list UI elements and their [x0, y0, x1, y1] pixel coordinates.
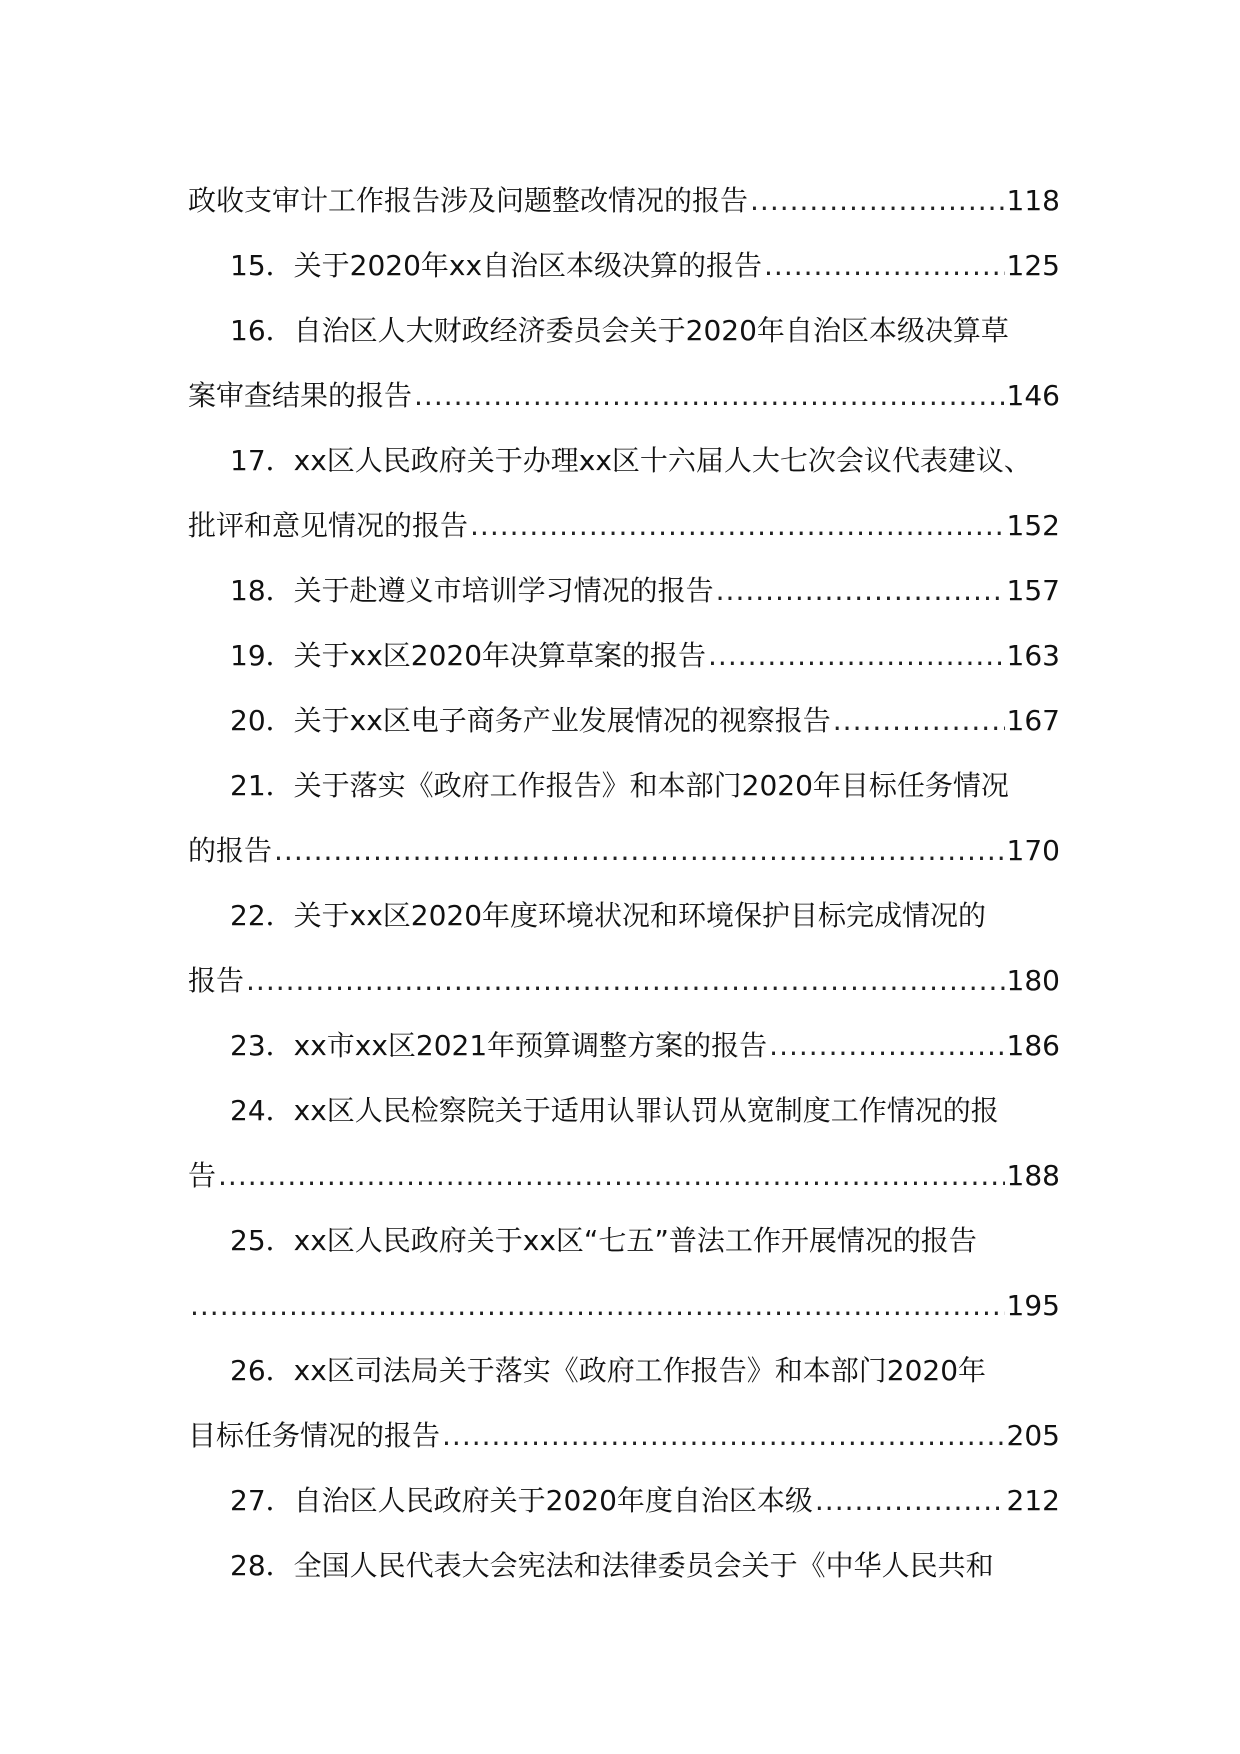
toc-entry-title-cont: 案审查结果的报告: [188, 379, 413, 412]
toc-entry-title: 17．xx区人民政府关于办理xx区十六届人大七次会议代表建议、: [230, 444, 1032, 477]
toc-entry-title-cont: 报告: [188, 964, 245, 997]
toc-entry[interactable]: [188, 168, 1060, 233]
toc-entry[interactable]: [188, 1468, 1060, 1533]
dot-leader: [246, 948, 1005, 1013]
toc-page-number: 188: [1006, 1159, 1060, 1192]
toc-entry-title-cont: 的报告: [188, 834, 273, 867]
toc-entry-title: 18．关于赴遵义市培训学习情况的报告: [230, 574, 714, 607]
toc-entry-continuation[interactable]: [188, 1403, 1060, 1468]
dot-leader: [470, 493, 1005, 558]
toc-page-number: 205: [1006, 1419, 1060, 1452]
toc-entry[interactable]: [188, 623, 1060, 688]
toc-entry-title: 20．关于xx区电子商务产业发展情况的视察报告: [230, 704, 831, 737]
dot-leader: [414, 363, 1005, 428]
toc-page-number: 180: [1006, 964, 1060, 997]
dot-leader: [750, 168, 1005, 233]
toc-entry[interactable]: [188, 1533, 1060, 1598]
toc-entry-continuation[interactable]: [188, 818, 1060, 883]
toc-page-number: 157: [1006, 574, 1060, 607]
toc-entry[interactable]: [188, 298, 1060, 363]
toc-entry[interactable]: [188, 1078, 1060, 1143]
toc-page-number: 146: [1006, 379, 1060, 412]
toc-entry[interactable]: [188, 753, 1060, 818]
toc-entry-title: 26．xx区司法局关于落实《政府工作报告》和本部门2020年: [230, 1354, 987, 1387]
toc-entry-continuation[interactable]: [188, 493, 1060, 558]
toc-entry-title: 19．关于xx区2020年决算草案的报告: [230, 639, 707, 672]
toc-entry-title-cont: 目标任务情况的报告: [188, 1419, 441, 1452]
toc-entry-title: 15．关于2020年xx自治区本级决算的报告: [230, 249, 763, 282]
toc-entry-title: 16．自治区人大财政经济委员会关于2020年自治区本级决算草: [230, 314, 1009, 347]
toc-entry[interactable]: [188, 1208, 1060, 1273]
toc-page-number: 167: [1006, 704, 1060, 737]
dot-leader: [716, 558, 1005, 623]
toc-entry-title: 21．关于落实《政府工作报告》和本部门2020年目标任务情况: [230, 769, 1009, 802]
dot-leader: [769, 1013, 1004, 1078]
dot-leader: [274, 818, 1005, 883]
dot-leader: [833, 688, 1005, 753]
toc-entry[interactable]: [188, 233, 1060, 298]
dot-leader: [815, 1468, 1005, 1533]
toc-entry-continuation[interactable]: [188, 1273, 1060, 1338]
toc-entry-title: 22．关于xx区2020年度环境状况和环境保护目标完成情况的: [230, 899, 987, 932]
toc-page-number: 152: [1006, 509, 1060, 542]
toc-entry-continuation[interactable]: [188, 1143, 1060, 1208]
dot-leader: [190, 1273, 1005, 1338]
toc-page-number: 212: [1006, 1484, 1060, 1517]
toc-entry[interactable]: [188, 1338, 1060, 1403]
toc-entry[interactable]: [188, 428, 1060, 493]
toc-entry[interactable]: [188, 558, 1060, 623]
toc-entry-title: 24．xx区人民检察院关于适用认罪认罚从宽制度工作情况的报: [230, 1094, 999, 1127]
toc-entry-title-cont: 告: [188, 1159, 217, 1192]
toc-entry-continuation[interactable]: [188, 363, 1060, 428]
dot-leader: [764, 233, 1005, 298]
toc-page-number: 186: [1006, 1029, 1060, 1062]
dot-leader: [442, 1403, 1005, 1468]
dot-leader: [218, 1143, 1005, 1208]
toc-entry[interactable]: [188, 688, 1060, 753]
toc-entry[interactable]: [188, 1013, 1060, 1078]
toc-page-number: 195: [1006, 1289, 1060, 1322]
toc-page-number: 125: [1006, 249, 1060, 282]
toc-entry[interactable]: [188, 883, 1060, 948]
toc-entry-title: 23．xx市xx区2021年预算调整方案的报告: [230, 1029, 768, 1062]
toc-entry-title: 政收支审计工作报告涉及问题整改情况的报告: [188, 184, 749, 217]
toc-entry-title-cont: 批评和意见情况的报告: [188, 509, 469, 542]
dot-leader: [708, 623, 1005, 688]
toc-entry-continuation[interactable]: [188, 948, 1060, 1013]
toc-page-number: 163: [1006, 639, 1060, 672]
toc-entry-title: 25．xx区人民政府关于xx区“七五”普法工作开展情况的报告: [230, 1224, 977, 1257]
toc-page-number: 170: [1006, 834, 1060, 867]
table-of-contents: [188, 168, 1060, 1598]
toc-entry-title: 28．全国人民代表大会宪法和法律委员会关于《中华人民共和: [230, 1549, 994, 1582]
toc-page-number: 118: [1006, 184, 1060, 217]
toc-entry-title: 27．自治区人民政府关于2020年度自治区本级: [230, 1484, 813, 1517]
